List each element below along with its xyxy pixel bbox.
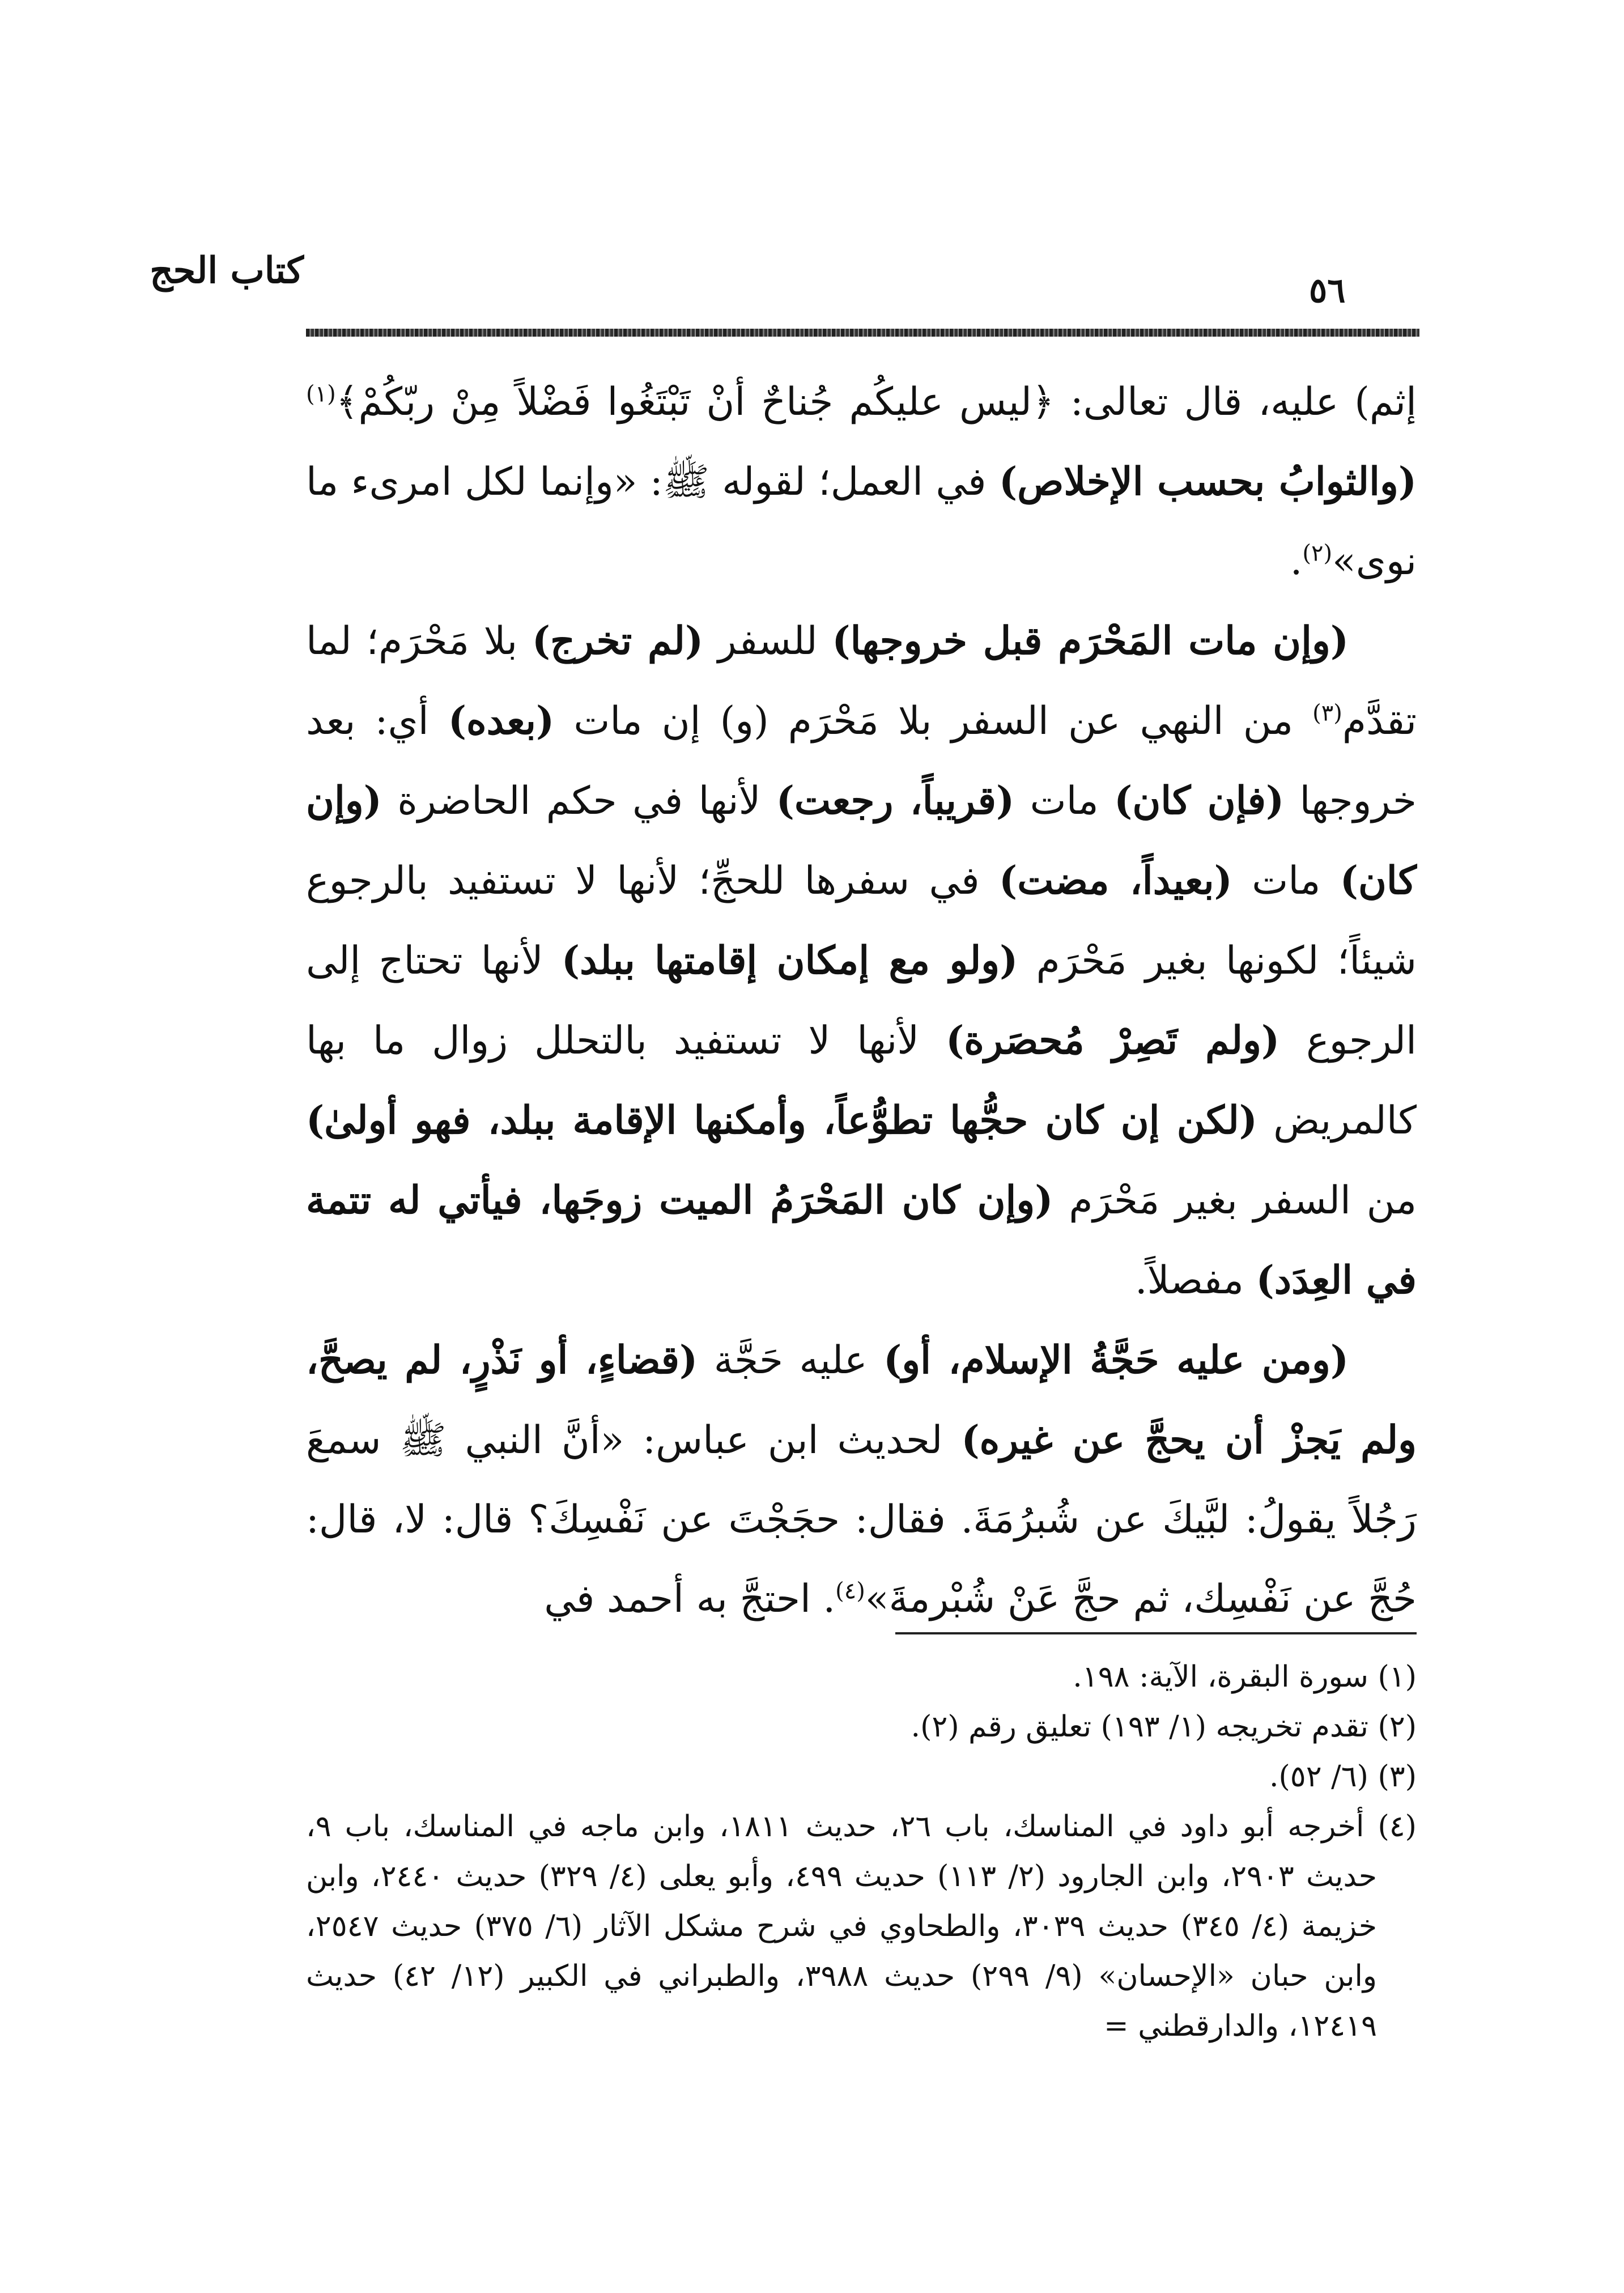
text-run: عليه حَجَّة — [698, 1338, 884, 1383]
text-run: في العمل؛ لقوله ﷺ: «وإنما لكل امرىء ما نوى» — [306, 460, 1417, 584]
paragraph-3 — [306, 1320, 1417, 1639]
bold-phrase: (والثوابُ بحسب الإخلاص) — [998, 459, 1417, 504]
footnote-ref-2: (٢) — [1302, 540, 1333, 567]
text-run: بلا مَحْرَم؛ لما تقدَّم — [306, 619, 1417, 744]
text-run: لأنها تحتاج إلى الرجوع — [306, 939, 1417, 1063]
paragraph-1 — [306, 363, 1417, 601]
text-run: في سفرها للحجِّ؛ لأنها لا تستفيد بالرجوع شيئاً؛ لكونها بغير مَحْرَم — [306, 859, 1417, 983]
text-run: مفصلاً. — [1134, 1258, 1256, 1303]
bold-phrase: (بعده) — [448, 698, 555, 744]
bold-phrase: (وإن مات المَحْرَم قبل خروجها) — [832, 618, 1349, 664]
footnote-ref-1: (١) — [306, 381, 336, 407]
text-run: لأنها في حكم الحاضرة — [381, 779, 776, 823]
text-run: إثم) عليه، قال تعالى: ﴿ليس عليكُم جُناحٌ أنْ تَبْتَغُوا فَضْلاً مِنْ ربّكُمْ﴾ — [335, 380, 1417, 424]
text-run: أي: بعد خروجها — [306, 699, 1417, 823]
paragraph-2 — [306, 601, 1417, 1320]
bold-phrase: (وإن كان) — [306, 778, 1417, 903]
footnote-ref-3: (٣) — [1312, 700, 1342, 727]
bold-phrase: (قضاءٍ، أو نَذْرٍ، لم يصحَّ، ولم يَجزْ أن يحجَّ عن غيره) — [306, 1337, 1417, 1463]
page-number: ٥٦ — [1309, 271, 1346, 311]
text-run: لأنها لا تستفيد بالتحلل زوال ما بها كالمريض — [306, 1018, 1417, 1143]
footnote-1: (١) سورة البقرة، الآية: ١٩٨. — [1073, 1660, 1417, 1694]
bold-phrase: (ولو مع إمكان إقامتها ببلد) — [561, 938, 1018, 983]
footnote-ref-4: (٤) — [835, 1578, 865, 1604]
footnote-4: (٤) أخرجه أبو داود في المناسك، باب ٢٦، حديث ١٨١١، وابن ماجه في المناسك، باب ٩، حديث ٢٩٠٣، وابن الجارود (٢/ ١١٣) حديث ٤٩٩، وأبو يعلى (٤/ ٣٢٩) حديث ٢٤٤٠، وابن خزيمة (٤/ ٣٤٥) حديث ٣٠٣٩، والطحاوي في شرح مشكل الآثار (٦/ ٣٧٥) حديث ٢٥٤٧، وابن حبان «الإحسان» (٩/ ٢٩٩) حديث ٣٩٨٨، والطبراني في الكبير (١٢/ ٤٢) حديث ١٢٤١٩، والدارقطني = — [306, 1810, 1417, 2043]
footnote-separator — [895, 1632, 1417, 1634]
text-run: من السفر بغير مَحْرَم — [1053, 1178, 1417, 1223]
bold-phrase: (ومن عليه حَجَّةُ الإسلام، أو) — [883, 1337, 1349, 1383]
bold-phrase: (ولم تَصِرْ مُحصَرة) — [946, 1018, 1280, 1063]
text-run: مات — [1014, 779, 1115, 823]
footnotes — [306, 1652, 1417, 2051]
footnote-2: (٢) تقدم تخريجه (١/ ١٩٣) تعليق رقم (٢). — [911, 1710, 1417, 1744]
text-run: . — [1290, 539, 1303, 584]
text-run: مات — [1232, 859, 1340, 903]
running-header-title: كتاب الحج — [150, 249, 304, 292]
text-run: لحديث ابن عباس: «أنَّ النبي ﷺ سمعَ رَجُلاً يقولُ: لبَّيكَ عن شُبرُمَةَ. فقال: حجَجْتَ عن نَفْسِكَ؟ قال: لا، قال: حُجَّ عن نَفْسِك، ثم حجَّ عَنْ شُبْرمةَ» — [306, 1418, 1417, 1621]
text-run: من النهي عن السفر بلا مَحْرَم (و) إن مات — [554, 699, 1313, 744]
text-run: . احتجَّ به أحمد في — [544, 1577, 836, 1621]
text-run: للسفر — [703, 619, 832, 664]
bold-phrase: (لكن إن كان حجُّها تطوُّعاً، وأمكنها الإقامة ببلد، فهو أولىٰ) — [306, 1098, 1257, 1143]
footnote-3: (٣) (٦/ ٥٢). — [1269, 1760, 1417, 1794]
bold-phrase: (بعيداً، مضت) — [999, 858, 1232, 903]
main-text — [306, 363, 1417, 1639]
bold-phrase: (وإن كان المَحْرَمُ الميت زوجَها، فيأتي له تتمة في العِدَد) — [306, 1178, 1417, 1303]
bold-phrase: (قريباً، رجعت) — [776, 778, 1015, 823]
header-rule — [306, 329, 1419, 337]
bold-phrase: (فإن كان) — [1114, 778, 1285, 823]
bold-phrase: (لم تخرج) — [532, 618, 704, 664]
